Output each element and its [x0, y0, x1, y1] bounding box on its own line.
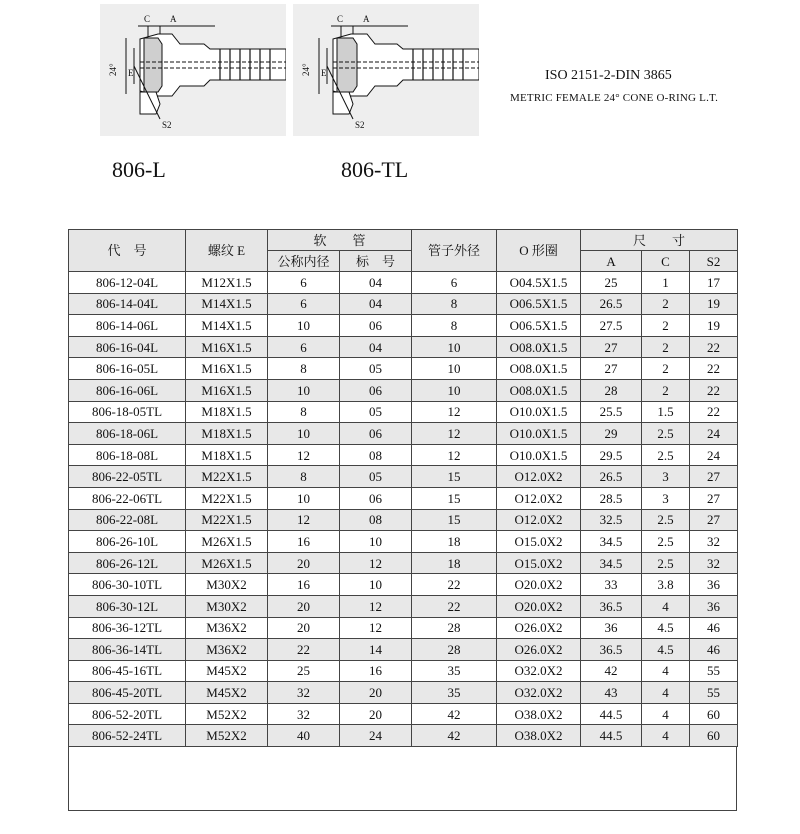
cell-hose-mark: 06	[340, 423, 412, 445]
cell-tube-od: 42	[412, 703, 497, 725]
cell-dim-a: 36	[581, 617, 642, 639]
cell-dim-s2: 46	[690, 639, 738, 661]
dim-angle-label: 24°	[301, 63, 311, 76]
cell-thread: M45X2	[186, 682, 268, 704]
cell-hose-id: 20	[268, 552, 340, 574]
cell-dim-a: 34.5	[581, 552, 642, 574]
table-row	[69, 617, 738, 639]
cell-hose-mark: 14	[340, 639, 412, 661]
cell-thread: M12X1.5	[186, 272, 268, 294]
cell-oring: O20.0X2	[497, 574, 581, 596]
cell-hose-mark: 20	[340, 703, 412, 725]
cell-dim-s2: 22	[690, 379, 738, 401]
cell-dim-a: 27	[581, 358, 642, 380]
table-row	[69, 444, 738, 466]
cell-hose-id: 16	[268, 574, 340, 596]
cell-tube-od: 42	[412, 725, 497, 747]
cell-dim-a: 25	[581, 272, 642, 294]
cell-code: 806-14-04L	[69, 293, 186, 315]
table-row	[69, 509, 738, 531]
cell-dim-a: 29	[581, 423, 642, 445]
cell-dim-c: 4	[642, 595, 690, 617]
cell-tube-od: 10	[412, 379, 497, 401]
dim-a-label: A	[170, 14, 177, 24]
cell-dim-s2: 36	[690, 574, 738, 596]
table-row	[69, 487, 738, 509]
table-row	[69, 315, 738, 337]
cell-hose-id: 10	[268, 315, 340, 337]
dim-a-label: A	[363, 14, 370, 24]
table-row	[69, 595, 738, 617]
cell-tube-od: 22	[412, 574, 497, 596]
cell-code: 806-18-08L	[69, 444, 186, 466]
cell-dim-s2: 17	[690, 272, 738, 294]
cell-thread: M18X1.5	[186, 444, 268, 466]
cell-tube-od: 35	[412, 660, 497, 682]
cell-hose-id: 6	[268, 336, 340, 358]
cell-tube-od: 22	[412, 595, 497, 617]
cell-dim-c: 4	[642, 725, 690, 747]
cell-hose-id: 20	[268, 617, 340, 639]
cell-hose-id: 8	[268, 466, 340, 488]
cell-dim-s2: 19	[690, 315, 738, 337]
cell-dim-s2: 19	[690, 293, 738, 315]
cell-oring: O06.5X1.5	[497, 293, 581, 315]
fitting-drawing-806-tl	[293, 4, 479, 136]
cell-hose-mark: 20	[340, 682, 412, 704]
cell-dim-s2: 60	[690, 703, 738, 725]
cell-dim-s2: 22	[690, 358, 738, 380]
cell-thread: M22X1.5	[186, 466, 268, 488]
cell-hose-id: 16	[268, 531, 340, 553]
cell-dim-c: 4	[642, 703, 690, 725]
cell-hose-id: 25	[268, 660, 340, 682]
cell-hose-mark: 06	[340, 315, 412, 337]
cell-tube-od: 10	[412, 336, 497, 358]
cell-dim-s2: 22	[690, 336, 738, 358]
cell-dim-a: 27.5	[581, 315, 642, 337]
dim-c-label: C	[144, 14, 151, 24]
cell-tube-od: 6	[412, 272, 497, 294]
cell-hose-mark: 12	[340, 617, 412, 639]
cell-dim-a: 26.5	[581, 466, 642, 488]
table-row	[69, 358, 738, 380]
cell-dim-s2: 32	[690, 531, 738, 553]
cell-dim-s2: 27	[690, 466, 738, 488]
cell-hose-id: 40	[268, 725, 340, 747]
cell-dim-s2: 24	[690, 444, 738, 466]
header-tube-od: 管子外径	[412, 230, 497, 272]
standard-title: ISO 2151-2-DIN 3865	[545, 68, 672, 83]
cell-hose-mark: 04	[340, 336, 412, 358]
cell-hose-mark: 08	[340, 444, 412, 466]
cell-tube-od: 15	[412, 487, 497, 509]
cell-oring: O04.5X1.5	[497, 272, 581, 294]
cell-oring: O08.0X1.5	[497, 379, 581, 401]
cell-oring: O08.0X1.5	[497, 336, 581, 358]
header-thread: 螺纹 E	[186, 230, 268, 272]
cell-hose-id: 32	[268, 682, 340, 704]
cell-hose-mark: 16	[340, 660, 412, 682]
cell-dim-c: 2.5	[642, 444, 690, 466]
cell-dim-a: 42	[581, 660, 642, 682]
cell-thread: M16X1.5	[186, 358, 268, 380]
cell-tube-od: 28	[412, 617, 497, 639]
cell-thread: M22X1.5	[186, 509, 268, 531]
header-a: A	[581, 251, 642, 272]
cell-dim-c: 4.5	[642, 639, 690, 661]
cell-code: 806-26-10L	[69, 531, 186, 553]
cell-tube-od: 18	[412, 552, 497, 574]
cell-thread: M45X2	[186, 660, 268, 682]
table-header	[69, 230, 738, 272]
cell-thread: M14X1.5	[186, 315, 268, 337]
cell-tube-od: 35	[412, 682, 497, 704]
cell-hose-id: 8	[268, 401, 340, 423]
cell-dim-c: 2	[642, 315, 690, 337]
cell-dim-c: 4	[642, 682, 690, 704]
header-code: 代 号	[69, 230, 186, 272]
cell-thread: M36X2	[186, 617, 268, 639]
cell-code: 806-30-12L	[69, 595, 186, 617]
table-row	[69, 531, 738, 553]
cell-code: 806-45-16TL	[69, 660, 186, 682]
cell-hose-id: 12	[268, 444, 340, 466]
header-hose: 软 管	[268, 230, 412, 251]
dim-s2-label: S2	[355, 120, 365, 130]
cell-hose-mark: 12	[340, 552, 412, 574]
cell-code: 806-22-08L	[69, 509, 186, 531]
table-row	[69, 336, 738, 358]
cell-tube-od: 8	[412, 315, 497, 337]
cell-dim-a: 29.5	[581, 444, 642, 466]
cell-dim-s2: 46	[690, 617, 738, 639]
cell-dim-a: 26.5	[581, 293, 642, 315]
cell-hose-id: 6	[268, 272, 340, 294]
header-hose-mark: 标 号	[340, 251, 412, 272]
cell-dim-c: 4	[642, 660, 690, 682]
table-row	[69, 552, 738, 574]
cell-tube-od: 12	[412, 423, 497, 445]
cell-oring: O12.0X2	[497, 487, 581, 509]
cell-hose-mark: 05	[340, 358, 412, 380]
dim-angle-label: 24°	[108, 63, 118, 76]
cell-code: 806-22-05TL	[69, 466, 186, 488]
header-oring: O 形圈	[497, 230, 581, 272]
cell-oring: O06.5X1.5	[497, 315, 581, 337]
cell-hose-id: 10	[268, 423, 340, 445]
dim-s2-label: S2	[162, 120, 172, 130]
cell-code: 806-16-06L	[69, 379, 186, 401]
cell-hose-id: 6	[268, 293, 340, 315]
cell-dim-a: 25.5	[581, 401, 642, 423]
cell-dim-c: 4.5	[642, 617, 690, 639]
table-row	[69, 639, 738, 661]
cell-code: 806-18-06L	[69, 423, 186, 445]
standard-subtitle: METRIC FEMALE 24° CONE O-RING L.T.	[510, 92, 719, 104]
cell-thread: M30X2	[186, 595, 268, 617]
model-label-806-l: 806-L	[112, 157, 166, 182]
cell-hose-id: 22	[268, 639, 340, 661]
cell-hose-mark: 04	[340, 293, 412, 315]
cell-dim-c: 3.8	[642, 574, 690, 596]
cell-thread: M22X1.5	[186, 487, 268, 509]
cell-dim-a: 28	[581, 379, 642, 401]
cell-tube-od: 10	[412, 358, 497, 380]
table-row	[69, 379, 738, 401]
cell-tube-od: 12	[412, 444, 497, 466]
cell-code: 806-22-06TL	[69, 487, 186, 509]
cell-dim-c: 2	[642, 358, 690, 380]
cell-dim-c: 2.5	[642, 423, 690, 445]
table-row	[69, 703, 738, 725]
cell-oring: O38.0X2	[497, 725, 581, 747]
cell-code: 806-30-10TL	[69, 574, 186, 596]
cell-oring: O12.0X2	[497, 509, 581, 531]
cell-hose-id: 8	[268, 358, 340, 380]
cell-thread: M26X1.5	[186, 552, 268, 574]
cell-dim-c: 2.5	[642, 509, 690, 531]
cell-dim-a: 36.5	[581, 595, 642, 617]
cell-dim-c: 2	[642, 379, 690, 401]
cell-code: 806-16-04L	[69, 336, 186, 358]
cell-dim-s2: 27	[690, 509, 738, 531]
cell-dim-a: 32.5	[581, 509, 642, 531]
cell-dim-c: 2.5	[642, 552, 690, 574]
fitting-cross-section-icon	[100, 4, 286, 136]
cell-code: 806-12-04L	[69, 272, 186, 294]
cell-oring: O10.0X1.5	[497, 444, 581, 466]
header-c: C	[642, 251, 690, 272]
cell-tube-od: 8	[412, 293, 497, 315]
cell-thread: M52X2	[186, 725, 268, 747]
header-hose-id: 公称内径	[268, 251, 340, 272]
cell-hose-id: 10	[268, 487, 340, 509]
cell-hose-mark: 10	[340, 531, 412, 553]
cell-dim-a: 28.5	[581, 487, 642, 509]
cell-hose-id: 12	[268, 509, 340, 531]
cell-dim-a: 36.5	[581, 639, 642, 661]
table-row	[69, 682, 738, 704]
cell-tube-od: 12	[412, 401, 497, 423]
table-row	[69, 293, 738, 315]
dim-e-label: E	[128, 68, 134, 78]
cell-oring: O26.0X2	[497, 617, 581, 639]
table-row	[69, 725, 738, 747]
cell-oring: O12.0X2	[497, 466, 581, 488]
cell-hose-mark: 10	[340, 574, 412, 596]
cell-dim-s2: 55	[690, 682, 738, 704]
cell-hose-mark: 12	[340, 595, 412, 617]
cell-hose-mark: 05	[340, 466, 412, 488]
cell-oring: O32.0X2	[497, 682, 581, 704]
cell-hose-mark: 05	[340, 401, 412, 423]
cell-tube-od: 28	[412, 639, 497, 661]
cell-oring: O15.0X2	[497, 552, 581, 574]
cell-thread: M14X1.5	[186, 293, 268, 315]
cell-thread: M52X2	[186, 703, 268, 725]
cell-code: 806-16-05L	[69, 358, 186, 380]
cell-thread: M16X1.5	[186, 379, 268, 401]
dim-c-label: C	[337, 14, 344, 24]
cell-code: 806-26-12L	[69, 552, 186, 574]
cell-dim-a: 44.5	[581, 725, 642, 747]
table-row	[69, 466, 738, 488]
cell-hose-id: 32	[268, 703, 340, 725]
cell-oring: O26.0X2	[497, 639, 581, 661]
cell-oring: O08.0X1.5	[497, 358, 581, 380]
cell-hose-id: 10	[268, 379, 340, 401]
cell-thread: M26X1.5	[186, 531, 268, 553]
cell-dim-c: 3	[642, 466, 690, 488]
cell-dim-c: 1	[642, 272, 690, 294]
cell-thread: M16X1.5	[186, 336, 268, 358]
cell-code: 806-45-20TL	[69, 682, 186, 704]
cell-oring: O32.0X2	[497, 660, 581, 682]
table-body	[69, 272, 738, 747]
cell-dim-a: 27	[581, 336, 642, 358]
cell-dim-s2: 24	[690, 423, 738, 445]
cell-hose-mark: 06	[340, 487, 412, 509]
cell-oring: O10.0X1.5	[497, 401, 581, 423]
cell-code: 806-36-14TL	[69, 639, 186, 661]
model-label-806-tl: 806-TL	[341, 157, 409, 182]
cell-dim-s2: 36	[690, 595, 738, 617]
cell-thread: M18X1.5	[186, 401, 268, 423]
table-row	[69, 660, 738, 682]
cell-dim-s2: 27	[690, 487, 738, 509]
cell-oring: O38.0X2	[497, 703, 581, 725]
cell-hose-mark: 24	[340, 725, 412, 747]
specification-table	[68, 229, 738, 747]
cell-dim-c: 2	[642, 336, 690, 358]
cell-dim-a: 34.5	[581, 531, 642, 553]
cell-code: 806-14-06L	[69, 315, 186, 337]
fitting-drawing-806-l	[100, 4, 286, 136]
cell-hose-mark: 06	[340, 379, 412, 401]
cell-tube-od: 18	[412, 531, 497, 553]
cell-thread: M36X2	[186, 639, 268, 661]
blank-notes-area	[68, 747, 737, 811]
cell-code: 806-52-20TL	[69, 703, 186, 725]
cell-hose-mark: 04	[340, 272, 412, 294]
cell-dim-a: 44.5	[581, 703, 642, 725]
cell-dim-a: 43	[581, 682, 642, 704]
cell-oring: O15.0X2	[497, 531, 581, 553]
cell-oring: O10.0X1.5	[497, 423, 581, 445]
cell-tube-od: 15	[412, 466, 497, 488]
cell-dim-c: 3	[642, 487, 690, 509]
cell-code: 806-36-12TL	[69, 617, 186, 639]
cell-dim-s2: 22	[690, 401, 738, 423]
cell-dim-c: 1.5	[642, 401, 690, 423]
cell-thread: M30X2	[186, 574, 268, 596]
table-row	[69, 272, 738, 294]
cell-dim-s2: 60	[690, 725, 738, 747]
dim-e-label: E	[321, 68, 327, 78]
header-s2: S2	[690, 251, 738, 272]
header-size: 尺 寸	[581, 230, 738, 251]
cell-hose-id: 20	[268, 595, 340, 617]
cell-code: 806-52-24TL	[69, 725, 186, 747]
fitting-cross-section-icon	[293, 4, 479, 136]
cell-code: 806-18-05TL	[69, 401, 186, 423]
cell-oring: O20.0X2	[497, 595, 581, 617]
cell-dim-a: 33	[581, 574, 642, 596]
cell-hose-mark: 08	[340, 509, 412, 531]
cell-dim-c: 2	[642, 293, 690, 315]
table-row	[69, 574, 738, 596]
table-row	[69, 401, 738, 423]
cell-tube-od: 15	[412, 509, 497, 531]
cell-dim-c: 2.5	[642, 531, 690, 553]
table-row	[69, 423, 738, 445]
cell-thread: M18X1.5	[186, 423, 268, 445]
cell-dim-s2: 32	[690, 552, 738, 574]
cell-dim-s2: 55	[690, 660, 738, 682]
